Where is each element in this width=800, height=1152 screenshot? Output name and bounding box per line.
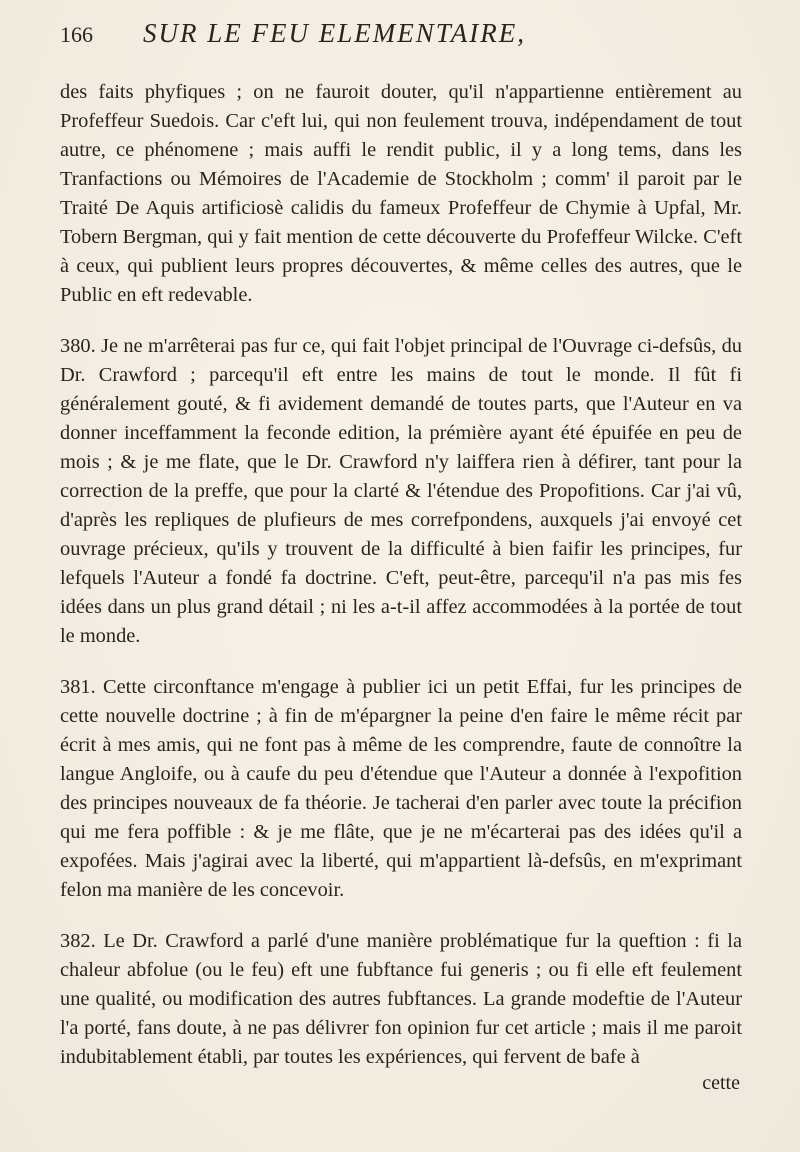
body-text bbox=[60, 78, 742, 1072]
running-title: SUR LE FEU ELEMENTAIRE, bbox=[143, 18, 526, 48]
catchword: cette bbox=[702, 1072, 740, 1094]
paragraph-continuation: des faits phyfiques ; on ne fauroit douter, qu'il n'appartienne entièrement au Profeffeur Suedois. Car c'eft lui, qui non feulement trouva, indépendament de tout autre, ce phénomene ; mais auffi le rendit public, il y a long tems, dans les Tranfactions ou Mémoires de l'Academie de Stockholm ; comm' il paroit par le Traité De Aquis artificiosè calidis du fameux Profeffeur de Chymie à Upfal, Mr. Tobern Bergman, qui y fait mention de cette découverte du Profeffeur Wilcke. C'eft à ceux, qui publient leurs propres découvertes, & même celles des autres, que le Public en eft redevable. bbox=[60, 81, 742, 306]
running-head bbox=[60, 18, 742, 64]
paragraph-380: 380. Je ne m'arrêterai pas fur ce, qui fait l'objet principal de l'Ouvrage ci-defsûs, du Dr. Crawford ; parcequ'il eft entre les mains de tout le monde. Il fût fi généralement gouté, & fi avidement demandé de toutes parts, que l'Auteur en va donner inceffamment la feconde edition, la prémière ayant été épuifée en peu de mois ; & je me flate, que le Dr. Crawford n'y laiffera rien à défirer, tant pour la correction de la preffe, que pour la clarté & l'étendue des Propofitions. Car j'ai vû, d'après les repliques de plufieurs de mes correfpondens, auxquels j'ai envoyé cet ouvrage précieux, qu'ils y trouvent de la difficulté à bien faifir les principes, fur lefquels l'Auteur a fondé fa doctrine. C'eft, peut-être, parcequ'il n'a pas mis fes idées dans un plus grand détail ; ni les a-t-il affez accommodées à la portée de tout le monde. bbox=[60, 335, 742, 647]
paragraph-381: 381. Cette circonftance m'engage à publier ici un petit Effai, fur les principes de cette nouvelle doctrine ; à fin de m'épargner la peine d'en faire le même récit par écrit à mes amis, qui ne font pas à même de les comprendre, faute de connoître la langue Angloife, ou à caufe du peu d'étendue que l'Auteur a donnée à l'expofition des principes nouveaux de fa théorie. Je tacherai d'en parler avec toute la précifion qui me fera poffible : & je me flâte, que je ne m'écarterai pas des idées qu'il a expofées. Mais j'agirai avec la liberté, qui m'appartient là-defsûs, en m'exprimant felon ma manière de les concevoir. bbox=[60, 676, 742, 901]
page-number: 166 bbox=[60, 22, 93, 47]
paragraph-382: 382. Le Dr. Crawford a parlé d'une manière problématique fur la queftion : fi la chaleur abfolue (ou le feu) eft une fubftance fui generis ; ou fi elle eft feulement une qualité, ou modification des autres fubftances. La grande modeftie de l'Auteur l'a porté, fans doute, à ne pas délivrer fon opinion fur cet article ; mais il me paroit indubitablement établi, par toutes les expériences, qui fervent de bafe à bbox=[60, 930, 742, 1068]
